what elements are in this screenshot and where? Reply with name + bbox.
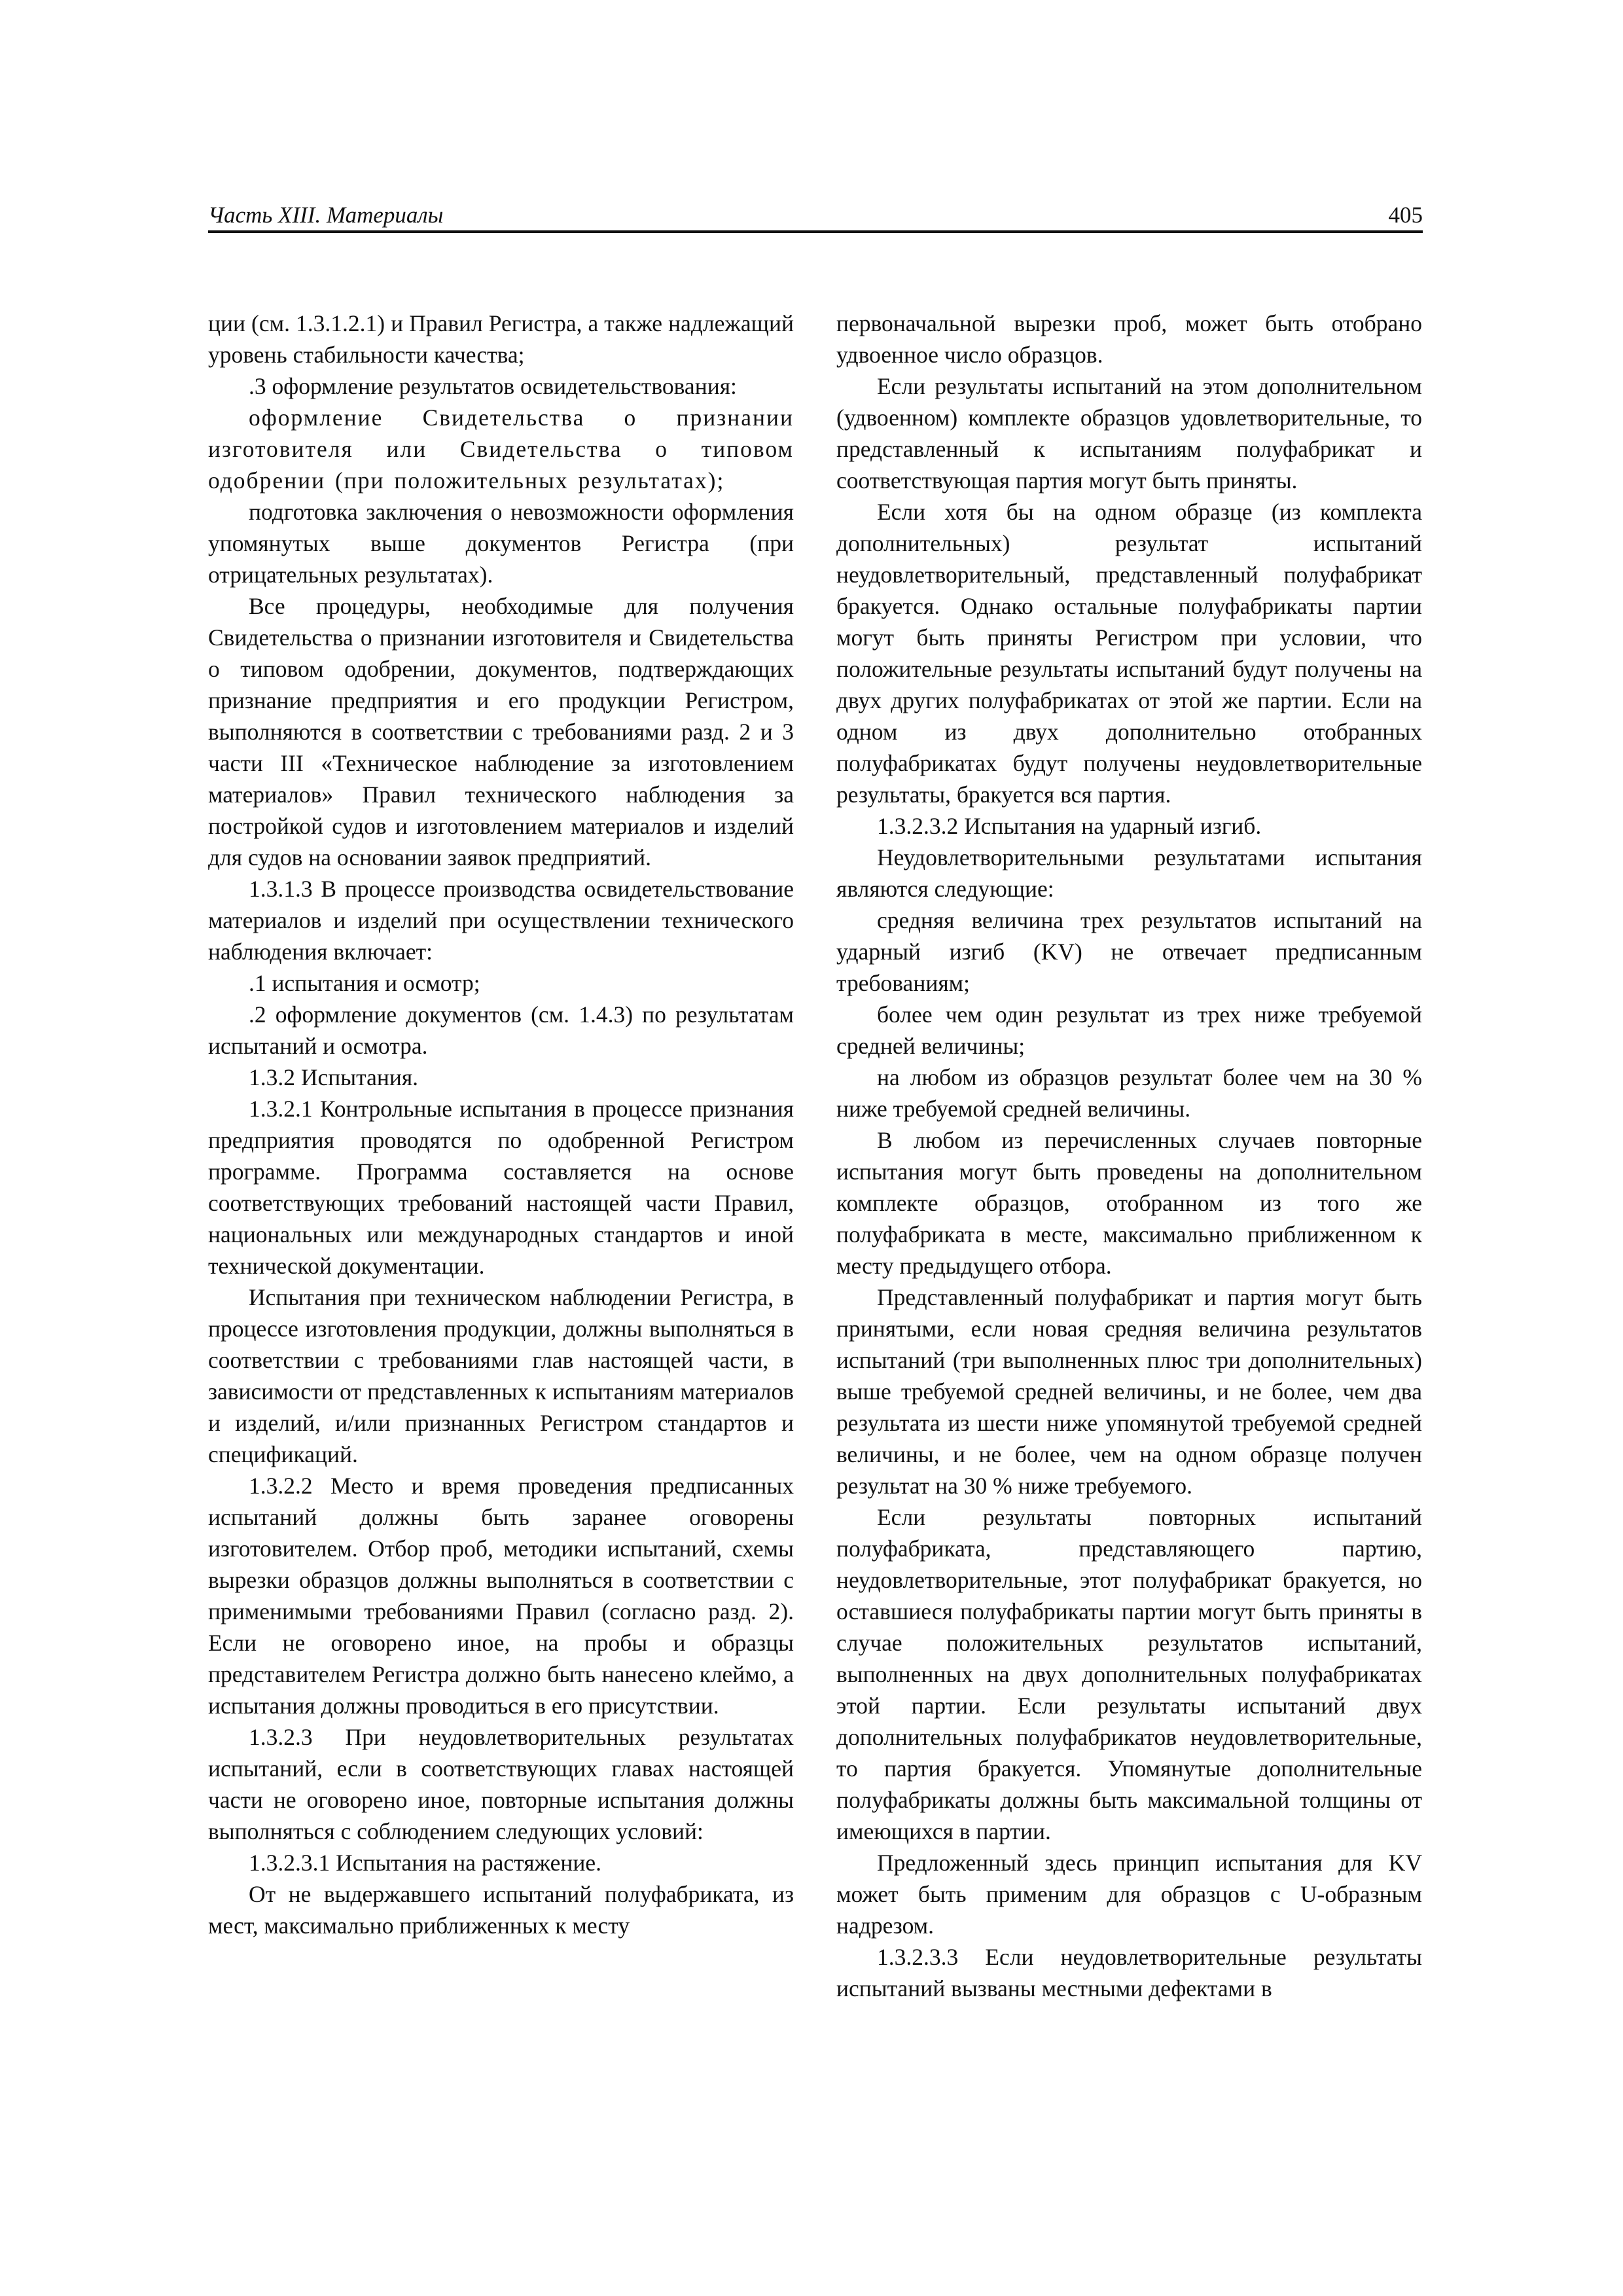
paragraph: на любом из образцов результат более чем на 30 % ниже требуемой средней величины.	[836, 1064, 1422, 1122]
section-paragraph: 1.3.2.2 Место и время проведения предписанных испытаний должны быть заранее оговорены изготовителем. Отбор проб, методики испытаний, схемы вырезки образцов должны выполняться в соответствии с применимыми требованиями Правил (согласно разд. 2). Если не оговорено иное, на пробы и образцы представителем Регистра должно быть нанесено клеймо, а испытания должны проводиться в его присутствии.	[208, 1473, 794, 1719]
paragraph: Предложенный здесь принцип испытания для KV может быть применим для образцов с U-образным надрезом.	[836, 1850, 1422, 1939]
paragraph: В любом из перечисленных случаев повторные испытания могут быть проведены на дополнительном комплекте образцов, отобранном из того же полуфабриката в месте, максимально приближенном к месту предыдущего отбора.	[836, 1127, 1422, 1279]
paragraph: Если результаты испытаний на этом дополнительном (удвоенном) комплекте образцов удовлетворительные, то представленный к испытаниям полуфабрикат и соответствующая партия могут быть приняты.	[836, 373, 1422, 493]
paragraph: Все процедуры, необходимые для получения Свидетельства о признании изготовителя и Свидетельства о типовом одобрении, документов, подтверждающих признание предприятия и его продукции Регистром, выполняются в соответствии с требованиями разд. 2 и 3 части III «Техническое наблюдение за изготовлением материалов» Правил технического наблюдения за постройкой судов и изготовлением материалов и изделий для судов на основании заявок предприятий.	[208, 593, 794, 870]
section-heading: 1.3.2 Испытания.	[249, 1064, 419, 1090]
section-paragraph: 1.3.2.3 При неудовлетворительных результатах испытаний, если в соответствующих главах настоящей части не оговорено иное, повторные испытания должны выполняться с соблюдением следующих условий:	[208, 1724, 794, 1844]
running-header	[208, 202, 1423, 234]
header-title: Часть XIII. Материалы	[208, 202, 444, 228]
paragraph: первоначальной вырезки проб, может быть отобрано удвоенное число образцов.	[836, 310, 1422, 368]
paragraph: оформление Свидетельства о признании изготовителя или Свидетельства о типовом одобрении (при положительных результатах);	[208, 404, 794, 493]
paragraph: более чем один результат из трех ниже требуемой средней величины;	[836, 1001, 1422, 1059]
paragraph: Неудовлетворительными результатами испытания являются следующие:	[836, 844, 1422, 902]
paragraph: средняя величина трех результатов испытаний на ударный изгиб (KV) не отвечает предписанным требованиям;	[836, 907, 1422, 996]
right-column	[836, 308, 1422, 2004]
paragraph: Если результаты повторных испытаний полуфабриката, представляющего партию, неудовлетворительные, этот полуфабрикат бракуется, но оставшиеся полуфабрикаты партии могут быть приняты в случае положительных результатов испытаний, выполненных на двух дополнительных полуфабрикатах этой партии. Если результаты испытаний двух дополнительных полуфабрикатов неудовлетворительные, то партия бракуется. Упомянутые дополнительные полуфабрикаты должны быть максимальной толщины от имеющихся в партии.	[836, 1504, 1422, 1844]
paragraph: Если хотя бы на одном образце (из комплекта дополнительных) результат испытаний неудовлетворительный, представленный полуфабрикат бракуется. Однако остальные полуфабрикаты партии могут быть приняты Регистром при условии, что положительные результаты испытаний будут получены на двух других полуфабрикатах от этой же партии. Если на одном из двух дополнительно отобранных полуфабрикатах будут получены неудовлетворительные результаты, бракуется вся партия.	[836, 499, 1422, 808]
page-number: 405	[1388, 202, 1423, 228]
paragraph: подготовка заключения о невозможности оформления упомянутых выше документов Регистра (при отрицательных результатах).	[208, 499, 794, 588]
paragraph: .2 оформление документов (см. 1.4.3) по результатам испытаний и осмотра.	[208, 1001, 794, 1059]
paragraph: ции (см. 1.3.1.2.1) и Правил Регистра, а также надлежащий уровень стабильности качества;	[208, 310, 794, 368]
header-rule	[208, 230, 1423, 233]
left-column	[208, 308, 794, 1941]
section-paragraph: 1.3.2.3.3 Если неудовлетворительные результаты испытаний вызваны местными дефектами в	[836, 1944, 1422, 2001]
section-heading: 1.3.2.3.1 Испытания на растяжение.	[249, 1850, 601, 1876]
section-paragraph: 1.3.1.3 В процессе производства освидетельствование материалов и изделий при осуществлении технического наблюдения включает:	[208, 876, 794, 965]
paragraph: .3 оформление результатов освидетельствования:	[249, 373, 737, 399]
section-paragraph: 1.3.2.1 Контрольные испытания в процессе признания предприятия проводятся по одобренной Регистром программе. Программа составляется на основе соответствующих требований настоящей части Правил, национальных или международных стандартов и иной технической документации.	[208, 1096, 794, 1279]
paragraph: Испытания при техническом наблюдении Регистра, в процессе изготовления продукции, должны выполняться в соответствии с требованиями глав настоящей части, в зависимости от представленных к испытаниям материалов и изделий, и/или признанных Регистром стандартов и спецификаций.	[208, 1284, 794, 1467]
paragraph: От не выдержавшего испытаний полуфабриката, из мест, максимально приближенных к месту	[208, 1881, 794, 1939]
section-heading: 1.3.2.3.2 Испытания на ударный изгиб.	[877, 813, 1262, 839]
paragraph: .1 испытания и осмотр;	[249, 970, 480, 996]
paragraph: Представленный полуфабрикат и партия могут быть принятыми, если новая средняя величина результатов испытаний (три выполненных плюс три дополнительных) выше требуемой средней величины, и не более, чем два результата из шести ниже упомянутой требуемой средней величины, и не более, чем на одном образце получен результат на 30 % ниже требуемого.	[836, 1284, 1422, 1499]
